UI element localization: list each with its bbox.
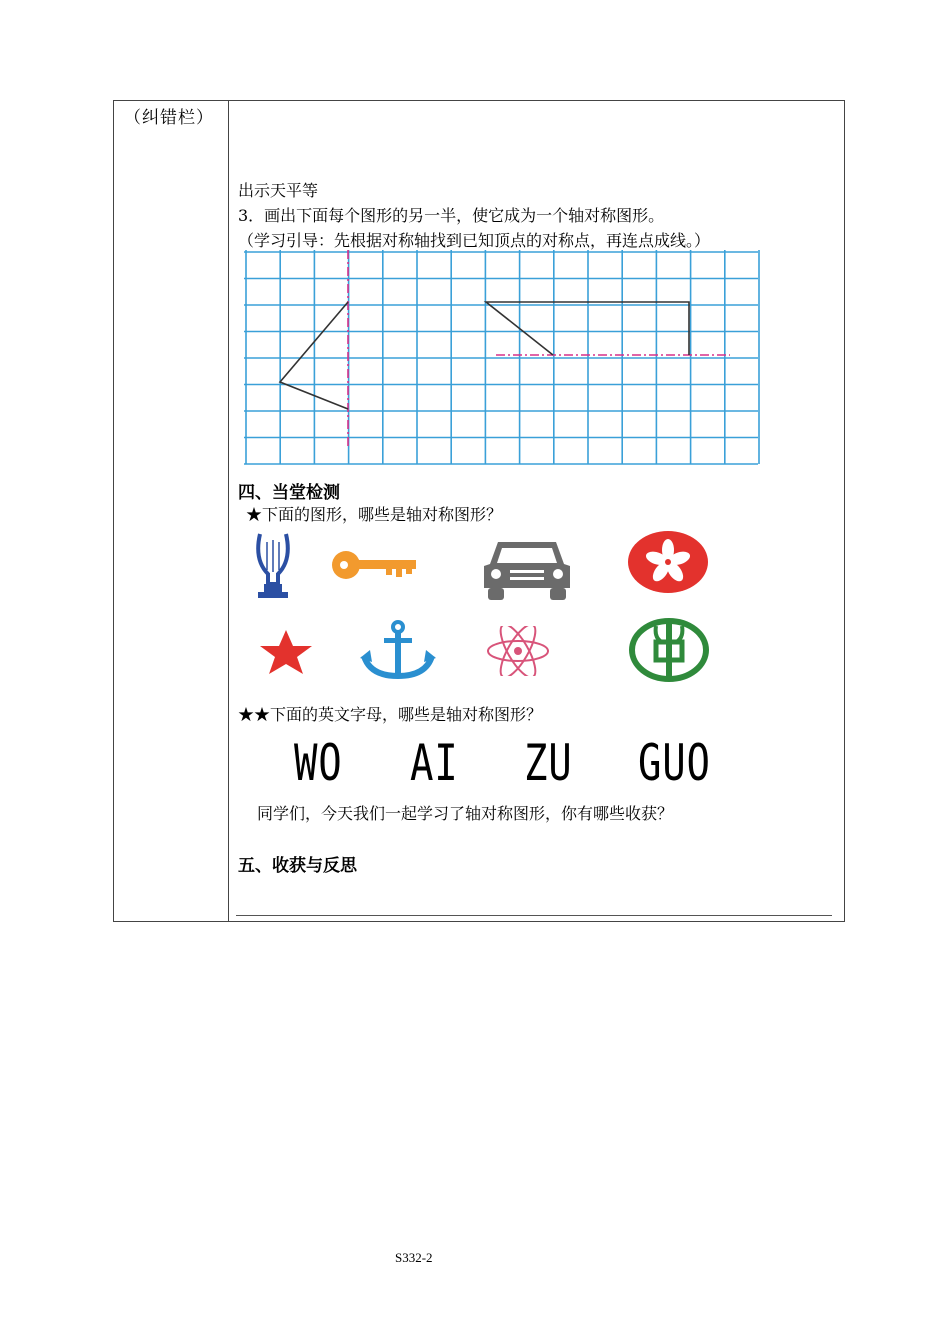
letters-wo: WO — [294, 734, 343, 792]
grid-svg — [244, 250, 762, 466]
anchor-icon — [358, 620, 438, 680]
answer-line — [236, 915, 832, 916]
atom-icon — [484, 626, 552, 676]
key-icon — [330, 547, 420, 583]
bauhinia-flag-icon — [626, 530, 710, 594]
column-divider — [228, 101, 229, 921]
section4-q2: ★★下面的英文字母，哪些是轴对称图形？ — [238, 705, 543, 724]
summary-question: 同学们，今天我们一起学习了轴对称图形，你有哪些收获？ — [257, 804, 674, 823]
page-code: S332-2 — [395, 1250, 433, 1265]
bank-logo-icon — [628, 618, 710, 682]
letters-zu: ZU — [524, 734, 573, 792]
show-balance-text: 出示天平等 — [238, 181, 319, 200]
car-icon — [480, 536, 574, 602]
letters-guo: GUO — [638, 734, 711, 792]
correction-column-label: （纠错栏） — [124, 108, 214, 128]
task3-hint: （学习引导：先根据对称轴找到已知顶点的对称点，再连点成线。） — [238, 231, 711, 250]
section4-title: 四、当堂检测 — [238, 483, 340, 503]
letters-ai: AI — [410, 734, 459, 792]
task3-instruction: 3．画出下面每个图形的另一半，使它成为一个轴对称图形。 — [238, 206, 665, 225]
star-icon — [254, 628, 318, 676]
section5-title: 五、收获与反思 — [238, 856, 357, 876]
symmetry-grid-exercise — [244, 250, 762, 470]
lyre-icon — [250, 530, 296, 602]
section4-q1: ★下面的图形，哪些是轴对称图形？ — [246, 505, 503, 524]
